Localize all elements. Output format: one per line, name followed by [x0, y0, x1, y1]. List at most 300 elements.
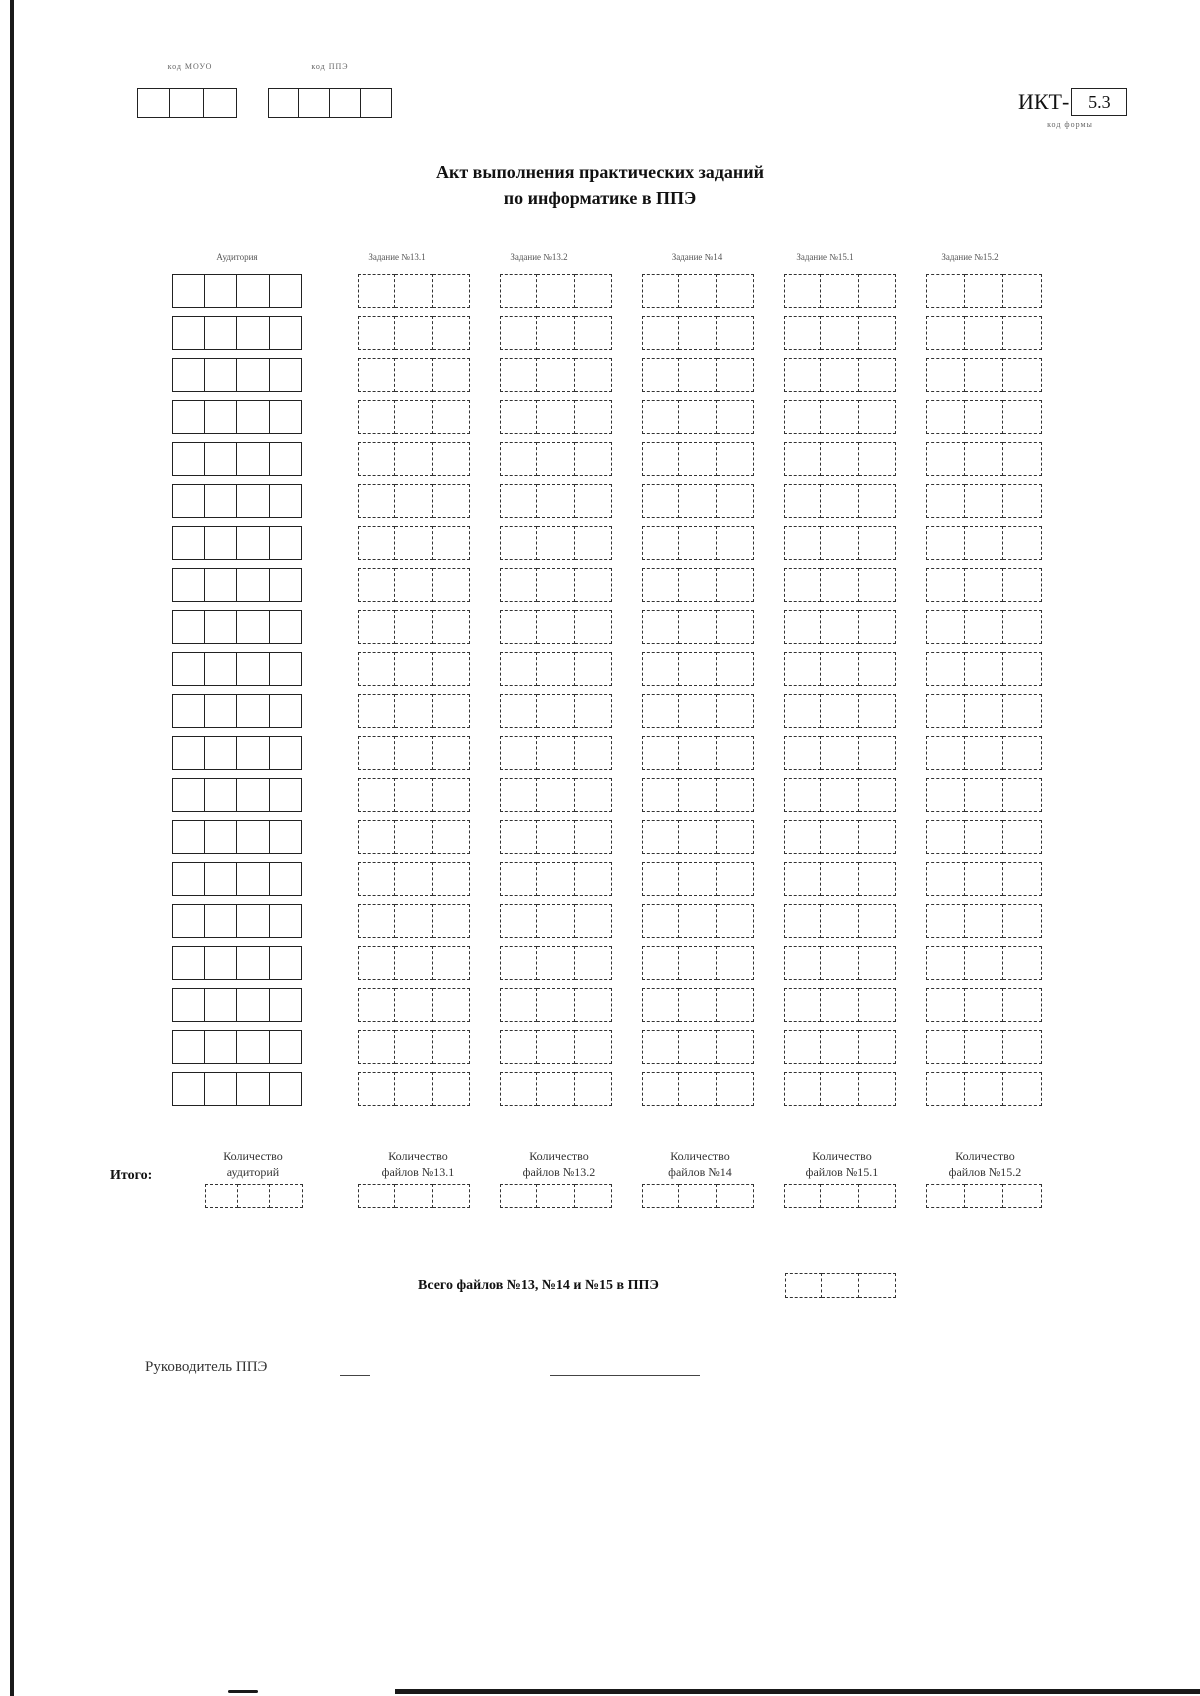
digit-cell[interactable] [172, 442, 205, 476]
digit-cell[interactable] [500, 946, 537, 980]
digit-cell[interactable] [717, 358, 754, 392]
digit-cell[interactable] [270, 1184, 303, 1208]
digit-cell[interactable] [642, 946, 679, 980]
digit-cell[interactable] [395, 442, 432, 476]
digit-cell[interactable] [859, 1030, 896, 1064]
task-file-count-field[interactable] [500, 358, 612, 392]
digit-cell[interactable] [358, 988, 395, 1022]
digit-cell[interactable] [859, 862, 896, 896]
digit-cell[interactable] [237, 526, 270, 560]
digit-cell[interactable] [500, 316, 537, 350]
digit-cell[interactable] [642, 484, 679, 518]
digit-cell[interactable] [717, 484, 754, 518]
task-file-count-field[interactable] [642, 820, 754, 854]
task-file-count-field[interactable] [926, 904, 1042, 938]
digit-cell[interactable] [575, 652, 612, 686]
digit-cell[interactable] [575, 988, 612, 1022]
total-count-field[interactable] [926, 1184, 1042, 1208]
task-file-count-field[interactable] [926, 610, 1042, 644]
digit-cell[interactable] [679, 862, 716, 896]
digit-cell[interactable] [172, 274, 205, 308]
auditorium-field[interactable] [172, 862, 302, 896]
digit-cell[interactable] [717, 820, 754, 854]
auditorium-field[interactable] [172, 904, 302, 938]
digit-cell[interactable] [270, 946, 303, 980]
digit-cell[interactable] [433, 526, 470, 560]
digit-cell[interactable] [537, 484, 574, 518]
digit-cell[interactable] [575, 274, 612, 308]
digit-cell[interactable] [1003, 988, 1042, 1022]
digit-cell[interactable] [821, 652, 858, 686]
task-file-count-field[interactable] [926, 736, 1042, 770]
digit-cell[interactable] [205, 1184, 238, 1208]
digit-cell[interactable] [926, 946, 965, 980]
auditorium-field[interactable] [172, 652, 302, 686]
digit-cell[interactable] [1003, 400, 1042, 434]
digit-cell[interactable] [1003, 1184, 1042, 1208]
digit-cell[interactable] [642, 736, 679, 770]
digit-cell[interactable] [500, 1184, 537, 1208]
digit-cell[interactable] [433, 358, 470, 392]
digit-cell[interactable] [859, 1072, 896, 1106]
digit-cell[interactable] [433, 1072, 470, 1106]
auditorium-field[interactable] [172, 484, 302, 518]
grand-total-field[interactable] [785, 1273, 896, 1298]
digit-cell[interactable] [358, 274, 395, 308]
task-file-count-field[interactable] [642, 316, 754, 350]
total-count-field[interactable] [205, 1184, 303, 1208]
digit-cell[interactable] [642, 442, 679, 476]
digit-cell[interactable] [358, 1072, 395, 1106]
auditorium-field[interactable] [172, 736, 302, 770]
digit-cell[interactable] [784, 778, 821, 812]
digit-cell[interactable] [537, 988, 574, 1022]
digit-cell[interactable] [500, 400, 537, 434]
digit-cell[interactable] [575, 568, 612, 602]
digit-cell[interactable] [270, 568, 303, 602]
digit-cell[interactable] [537, 820, 574, 854]
digit-cell[interactable] [784, 526, 821, 560]
digit-cell[interactable] [205, 736, 238, 770]
digit-cell[interactable] [926, 1072, 965, 1106]
digit-cell[interactable] [679, 484, 716, 518]
digit-cell[interactable] [358, 820, 395, 854]
digit-cell[interactable] [537, 778, 574, 812]
task-file-count-field[interactable] [926, 652, 1042, 686]
digit-cell[interactable] [205, 862, 238, 896]
digit-cell[interactable] [500, 484, 537, 518]
digit-cell[interactable] [679, 778, 716, 812]
auditorium-field[interactable] [172, 778, 302, 812]
task-file-count-field[interactable] [358, 358, 470, 392]
digit-cell[interactable] [575, 484, 612, 518]
digit-cell[interactable] [1003, 652, 1042, 686]
digit-cell[interactable] [270, 904, 303, 938]
task-file-count-field[interactable] [358, 526, 470, 560]
task-file-count-field[interactable] [926, 862, 1042, 896]
task-file-count-field[interactable] [642, 988, 754, 1022]
digit-cell[interactable] [575, 316, 612, 350]
digit-cell[interactable] [537, 1072, 574, 1106]
digit-cell[interactable] [717, 862, 754, 896]
digit-cell[interactable] [237, 904, 270, 938]
digit-cell[interactable] [172, 778, 205, 812]
digit-cell[interactable] [965, 316, 1004, 350]
task-file-count-field[interactable] [926, 988, 1042, 1022]
digit-cell[interactable] [784, 1030, 821, 1064]
digit-cell[interactable] [1003, 820, 1042, 854]
digit-cell[interactable] [270, 652, 303, 686]
digit-cell[interactable] [965, 736, 1004, 770]
task-file-count-field[interactable] [784, 358, 896, 392]
task-file-count-field[interactable] [642, 946, 754, 980]
digit-cell[interactable] [537, 904, 574, 938]
task-file-count-field[interactable] [500, 484, 612, 518]
task-file-count-field[interactable] [358, 1030, 470, 1064]
digit-cell[interactable] [270, 316, 303, 350]
digit-cell[interactable] [237, 442, 270, 476]
task-file-count-field[interactable] [358, 904, 470, 938]
digit-cell[interactable] [358, 1184, 395, 1208]
digit-cell[interactable] [926, 904, 965, 938]
task-file-count-field[interactable] [500, 1030, 612, 1064]
auditorium-field[interactable] [172, 820, 302, 854]
digit-cell[interactable] [395, 694, 432, 728]
digit-cell[interactable] [679, 652, 716, 686]
digit-cell[interactable] [500, 568, 537, 602]
task-file-count-field[interactable] [500, 946, 612, 980]
digit-cell[interactable] [821, 316, 858, 350]
digit-cell[interactable] [1003, 316, 1042, 350]
digit-cell[interactable] [358, 568, 395, 602]
digit-cell[interactable] [537, 610, 574, 644]
digit-cell[interactable] [821, 610, 858, 644]
digit-cell[interactable] [1003, 274, 1042, 308]
digit-cell[interactable] [1003, 442, 1042, 476]
digit-cell[interactable] [537, 1184, 574, 1208]
digit-cell[interactable] [679, 1030, 716, 1064]
digit-cell[interactable] [1003, 484, 1042, 518]
digit-cell[interactable] [642, 400, 679, 434]
digit-cell[interactable] [237, 400, 270, 434]
digit-cell[interactable] [717, 1030, 754, 1064]
task-file-count-field[interactable] [642, 442, 754, 476]
digit-cell[interactable] [717, 568, 754, 602]
digit-cell[interactable] [717, 694, 754, 728]
digit-cell[interactable] [358, 526, 395, 560]
digit-cell[interactable] [500, 274, 537, 308]
digit-cell[interactable] [679, 694, 716, 728]
task-file-count-field[interactable] [642, 526, 754, 560]
digit-cell[interactable] [784, 358, 821, 392]
digit-cell[interactable] [679, 1184, 716, 1208]
digit-cell[interactable] [821, 1072, 858, 1106]
task-file-count-field[interactable] [358, 736, 470, 770]
digit-cell[interactable] [859, 736, 896, 770]
task-file-count-field[interactable] [642, 778, 754, 812]
digit-cell[interactable] [358, 778, 395, 812]
code-cell[interactable] [170, 88, 203, 118]
digit-cell[interactable] [859, 568, 896, 602]
digit-cell[interactable] [575, 1072, 612, 1106]
digit-cell[interactable] [859, 1184, 896, 1208]
digit-cell[interactable] [965, 1030, 1004, 1064]
task-file-count-field[interactable] [926, 1030, 1042, 1064]
digit-cell[interactable] [821, 442, 858, 476]
task-file-count-field[interactable] [500, 988, 612, 1022]
task-file-count-field[interactable] [358, 1072, 470, 1106]
digit-cell[interactable] [821, 358, 858, 392]
digit-cell[interactable] [205, 904, 238, 938]
task-file-count-field[interactable] [784, 946, 896, 980]
digit-cell[interactable] [642, 358, 679, 392]
auditorium-field[interactable] [172, 274, 302, 308]
digit-cell[interactable] [270, 736, 303, 770]
task-file-count-field[interactable] [642, 694, 754, 728]
task-file-count-field[interactable] [358, 484, 470, 518]
task-file-count-field[interactable] [358, 862, 470, 896]
digit-cell[interactable] [784, 694, 821, 728]
task-file-count-field[interactable] [926, 442, 1042, 476]
digit-cell[interactable] [500, 988, 537, 1022]
code-cell[interactable] [204, 88, 237, 118]
digit-cell[interactable] [575, 736, 612, 770]
digit-cell[interactable] [500, 526, 537, 560]
digit-cell[interactable] [717, 736, 754, 770]
digit-cell[interactable] [575, 694, 612, 728]
digit-cell[interactable] [433, 484, 470, 518]
digit-cell[interactable] [537, 274, 574, 308]
digit-cell[interactable] [642, 610, 679, 644]
digit-cell[interactable] [575, 862, 612, 896]
task-file-count-field[interactable] [358, 568, 470, 602]
task-file-count-field[interactable] [500, 568, 612, 602]
signature-line[interactable] [340, 1375, 370, 1376]
digit-cell[interactable] [500, 652, 537, 686]
digit-cell[interactable] [575, 400, 612, 434]
digit-cell[interactable] [1003, 778, 1042, 812]
task-file-count-field[interactable] [642, 1030, 754, 1064]
digit-cell[interactable] [500, 610, 537, 644]
digit-cell[interactable] [784, 862, 821, 896]
digit-cell[interactable] [821, 988, 858, 1022]
digit-cell[interactable] [717, 1184, 754, 1208]
auditorium-field[interactable] [172, 400, 302, 434]
digit-cell[interactable] [965, 358, 1004, 392]
digit-cell[interactable] [679, 568, 716, 602]
task-file-count-field[interactable] [358, 946, 470, 980]
digit-cell[interactable] [205, 652, 238, 686]
digit-cell[interactable] [821, 526, 858, 560]
digit-cell[interactable] [433, 274, 470, 308]
digit-cell[interactable] [821, 736, 858, 770]
digit-cell[interactable] [821, 694, 858, 728]
digit-cell[interactable] [172, 568, 205, 602]
total-count-field[interactable] [784, 1184, 896, 1208]
digit-cell[interactable] [237, 778, 270, 812]
digit-cell[interactable] [926, 988, 965, 1022]
auditorium-field[interactable] [172, 1030, 302, 1064]
task-file-count-field[interactable] [642, 400, 754, 434]
digit-cell[interactable] [926, 610, 965, 644]
task-file-count-field[interactable] [500, 904, 612, 938]
digit-cell[interactable] [270, 400, 303, 434]
code-cell[interactable] [361, 88, 392, 118]
task-file-count-field[interactable] [926, 820, 1042, 854]
digit-cell[interactable] [433, 820, 470, 854]
digit-cell[interactable] [172, 1030, 205, 1064]
task-file-count-field[interactable] [500, 862, 612, 896]
digit-cell[interactable] [500, 1072, 537, 1106]
digit-cell[interactable] [965, 400, 1004, 434]
digit-cell[interactable] [965, 694, 1004, 728]
task-file-count-field[interactable] [926, 946, 1042, 980]
total-count-field[interactable] [358, 1184, 470, 1208]
digit-cell[interactable] [859, 526, 896, 560]
digit-cell[interactable] [926, 694, 965, 728]
digit-cell[interactable] [395, 946, 432, 980]
digit-cell[interactable] [237, 694, 270, 728]
digit-cell[interactable] [926, 484, 965, 518]
task-file-count-field[interactable] [358, 400, 470, 434]
code-cell[interactable] [299, 88, 330, 118]
digit-cell[interactable] [821, 400, 858, 434]
digit-cell[interactable] [395, 568, 432, 602]
digit-cell[interactable] [859, 652, 896, 686]
auditorium-field[interactable] [172, 1072, 302, 1106]
digit-cell[interactable] [642, 316, 679, 350]
digit-cell[interactable] [679, 526, 716, 560]
digit-cell[interactable] [965, 988, 1004, 1022]
task-file-count-field[interactable] [784, 274, 896, 308]
digit-cell[interactable] [1003, 1072, 1042, 1106]
digit-cell[interactable] [205, 820, 238, 854]
task-file-count-field[interactable] [500, 694, 612, 728]
digit-cell[interactable] [395, 400, 432, 434]
digit-cell[interactable] [575, 820, 612, 854]
digit-cell[interactable] [500, 442, 537, 476]
digit-cell[interactable] [270, 358, 303, 392]
task-file-count-field[interactable] [784, 526, 896, 560]
digit-cell[interactable] [926, 736, 965, 770]
digit-cell[interactable] [537, 568, 574, 602]
digit-cell[interactable] [717, 778, 754, 812]
task-file-count-field[interactable] [784, 694, 896, 728]
digit-cell[interactable] [205, 946, 238, 980]
digit-cell[interactable] [358, 736, 395, 770]
digit-cell[interactable] [237, 946, 270, 980]
digit-cell[interactable] [821, 946, 858, 980]
digit-cell[interactable] [784, 484, 821, 518]
digit-cell[interactable] [859, 442, 896, 476]
digit-cell[interactable] [575, 778, 612, 812]
digit-cell[interactable] [965, 778, 1004, 812]
digit-cell[interactable] [642, 988, 679, 1022]
digit-cell[interactable] [717, 610, 754, 644]
digit-cell[interactable] [784, 316, 821, 350]
code-mouo-field[interactable] [137, 88, 237, 118]
task-file-count-field[interactable] [358, 316, 470, 350]
digit-cell[interactable] [821, 778, 858, 812]
digit-cell[interactable] [1003, 358, 1042, 392]
digit-cell[interactable] [821, 820, 858, 854]
digit-cell[interactable] [172, 1072, 205, 1106]
digit-cell[interactable] [965, 820, 1004, 854]
task-file-count-field[interactable] [500, 652, 612, 686]
digit-cell[interactable] [395, 778, 432, 812]
digit-cell[interactable] [172, 988, 205, 1022]
digit-cell[interactable] [859, 358, 896, 392]
digit-cell[interactable] [500, 820, 537, 854]
digit-cell[interactable] [395, 316, 432, 350]
digit-cell[interactable] [679, 988, 716, 1022]
digit-cell[interactable] [358, 694, 395, 728]
digit-cell[interactable] [358, 484, 395, 518]
digit-cell[interactable] [205, 316, 238, 350]
digit-cell[interactable] [965, 946, 1004, 980]
digit-cell[interactable] [859, 610, 896, 644]
digit-cell[interactable] [965, 484, 1004, 518]
task-file-count-field[interactable] [784, 610, 896, 644]
digit-cell[interactable] [433, 652, 470, 686]
digit-cell[interactable] [679, 274, 716, 308]
digit-cell[interactable] [500, 1030, 537, 1064]
digit-cell[interactable] [237, 484, 270, 518]
digit-cell[interactable] [205, 484, 238, 518]
task-file-count-field[interactable] [500, 526, 612, 560]
digit-cell[interactable] [205, 778, 238, 812]
digit-cell[interactable] [172, 946, 205, 980]
digit-cell[interactable] [926, 358, 965, 392]
task-file-count-field[interactable] [358, 652, 470, 686]
digit-cell[interactable] [821, 568, 858, 602]
digit-cell[interactable] [717, 652, 754, 686]
task-file-count-field[interactable] [926, 1072, 1042, 1106]
digit-cell[interactable] [784, 568, 821, 602]
digit-cell[interactable] [395, 988, 432, 1022]
auditorium-field[interactable] [172, 610, 302, 644]
task-file-count-field[interactable] [358, 778, 470, 812]
digit-cell[interactable] [717, 526, 754, 560]
digit-cell[interactable] [537, 400, 574, 434]
digit-cell[interactable] [270, 442, 303, 476]
task-file-count-field[interactable] [500, 442, 612, 476]
task-file-count-field[interactable] [642, 358, 754, 392]
digit-cell[interactable] [537, 736, 574, 770]
digit-cell[interactable] [237, 1030, 270, 1064]
task-file-count-field[interactable] [784, 1072, 896, 1106]
digit-cell[interactable] [784, 610, 821, 644]
digit-cell[interactable] [395, 1030, 432, 1064]
digit-cell[interactable] [575, 946, 612, 980]
digit-cell[interactable] [859, 274, 896, 308]
digit-cell[interactable] [1003, 862, 1042, 896]
digit-cell[interactable] [679, 610, 716, 644]
digit-cell[interactable] [238, 1184, 271, 1208]
digit-cell[interactable] [270, 484, 303, 518]
digit-cell[interactable] [926, 568, 965, 602]
digit-cell[interactable] [395, 610, 432, 644]
digit-cell[interactable] [717, 904, 754, 938]
task-file-count-field[interactable] [358, 820, 470, 854]
digit-cell[interactable] [172, 400, 205, 434]
digit-cell[interactable] [859, 778, 896, 812]
task-file-count-field[interactable] [358, 274, 470, 308]
digit-cell[interactable] [642, 1184, 679, 1208]
digit-cell[interactable] [575, 610, 612, 644]
digit-cell[interactable] [784, 652, 821, 686]
digit-cell[interactable] [859, 694, 896, 728]
